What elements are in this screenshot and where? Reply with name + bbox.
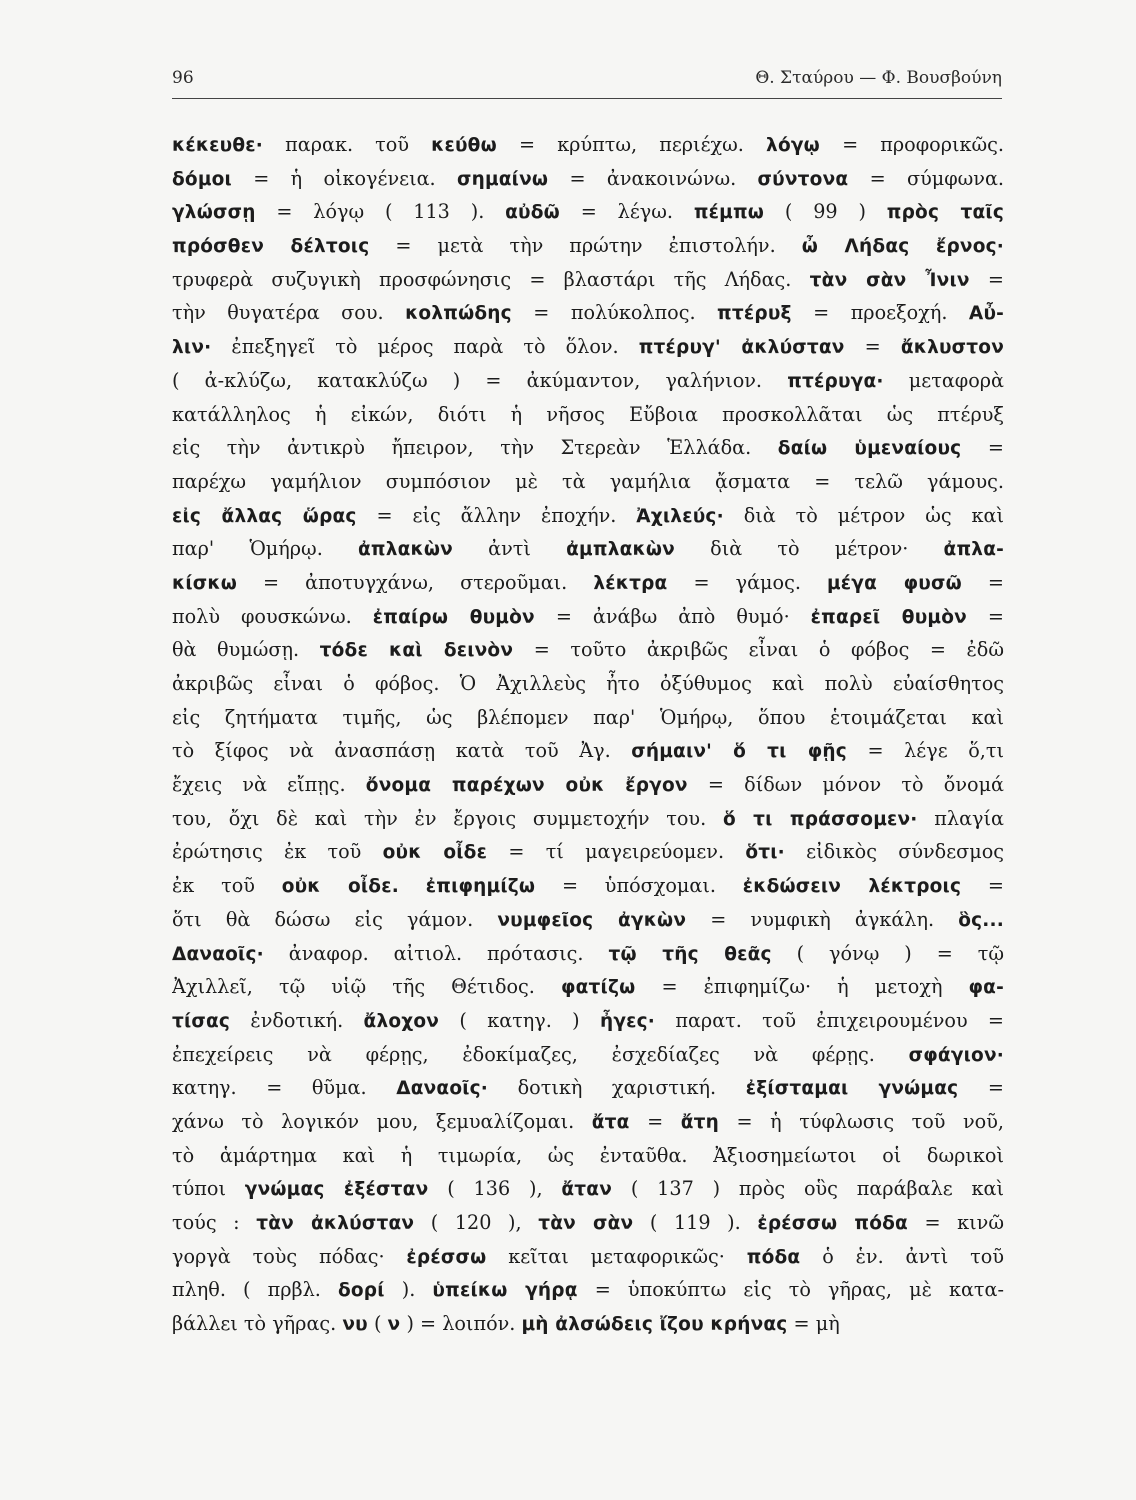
lemma: οὐκ οἶδε.	[281, 876, 399, 898]
lemma: δαίω ὑμεναίους	[777, 438, 962, 460]
gloss: βάλλει τὸ γῆρας.	[172, 1312, 343, 1336]
lemma: ἄκλυστον	[900, 337, 1004, 359]
lemma: αὐδῶ	[505, 202, 560, 224]
gloss: πλαγία	[917, 806, 1004, 830]
lemma: πόδα	[746, 1246, 801, 1268]
lemma: φατίζω	[560, 977, 636, 999]
lemma: νυμφεῖος ἀγκὼν	[497, 909, 687, 931]
text-line	[172, 600, 1004, 634]
gloss: = μὴ	[787, 1312, 840, 1336]
text-line	[172, 398, 1004, 432]
gloss: =	[969, 267, 1004, 291]
lemma: φα-	[968, 977, 1004, 999]
gloss: ἐπεχείρεις νὰ φέρῃς, ἐδοκίμαζες, ἐσχεδίαζες νὰ φέρῃς.	[172, 1042, 909, 1066]
lemma: ἐκδώσειν λέκτροις	[742, 876, 962, 898]
lemma: κεύθω	[431, 135, 497, 156]
gloss: παρέχω γαμήλιον συμπόσιον μὲ τὰ γαμήλια ᾄσματα = τελῶ γάμους.	[172, 469, 1004, 493]
lemma: κίσκω	[172, 572, 237, 594]
lemma: πέμπω	[693, 202, 765, 224]
text-line	[172, 1273, 1004, 1307]
text-line	[172, 1240, 1004, 1274]
lemma: μέγα φυσῶ	[826, 572, 962, 594]
gloss: =	[961, 436, 1004, 460]
gloss: = ἀνάβω ἀπὸ θυμό·	[534, 604, 811, 628]
gloss: παρατ. τοῦ ἐπιχειρουμένου =	[655, 1008, 1004, 1032]
lemma: ἐρέσσω	[406, 1246, 487, 1268]
gloss: του, ὄχι δὲ καὶ τὴν ἐν ἔργοις συμμετοχήν του.	[172, 806, 723, 830]
gloss: = κρύπτω, περιέχω.	[496, 133, 767, 156]
gloss: =	[961, 570, 1004, 594]
gloss: γοργὰ τοὺς πόδας·	[172, 1244, 407, 1268]
gloss: διὰ τὸ μέτρον ὡς καὶ	[723, 503, 1004, 527]
lemma: ἐπαρεῖ θυμὸν	[810, 606, 967, 628]
lemma: ἄλοχον	[363, 1010, 440, 1032]
lemma: ἄταν	[561, 1179, 613, 1201]
gloss: ἀντὶ	[452, 537, 567, 561]
gloss: (	[367, 1312, 388, 1336]
text-line	[172, 937, 1004, 971]
gloss: τὸ ἁμάρτημα καὶ ἡ τιμωρία, ὡς ἐνταῦθα. Ἀξιοσημείωτοι οἱ δωρικοὶ	[172, 1143, 1004, 1167]
lemma: κολπώδης	[405, 303, 512, 325]
gloss: εἰς ζητήματα τιμῆς, ὡς βλέπομεν παρ' Ὁμήρῳ, ὅπου ἑτοιμάζεται καὶ	[172, 705, 1004, 729]
lemma: ὑπείκω γήρᾳ	[432, 1280, 578, 1302]
gloss: = μετὰ τὴν πρώτην ἐπιστολήν.	[369, 234, 802, 258]
gloss: = ἐπιφημίζω· ἡ μετοχὴ	[635, 975, 969, 999]
text-line	[172, 701, 1004, 735]
lemma: ἄτα	[591, 1111, 630, 1133]
text-line	[172, 1038, 1004, 1072]
text-line	[172, 1206, 1004, 1240]
gloss: πολὺ φουσκώνω.	[172, 604, 373, 628]
lemma: ἀμπλακὼν	[566, 539, 675, 561]
gloss: ( 119 ).	[633, 1211, 758, 1234]
lemma: Αὖ-	[968, 303, 1004, 325]
gloss: = πολύκολπος.	[511, 301, 718, 325]
gloss: ( ἀ-κλύζω, κατακλύζω ) = ἀκύμαντον, γαλήνιον.	[172, 368, 788, 392]
lemma: νυ	[342, 1314, 368, 1336]
lemma: τὰν σὰν Ἶνιν	[809, 269, 970, 291]
lemma: λόγῳ	[766, 135, 820, 156]
gloss: ὁ ἑν. ἀντὶ τοῦ	[800, 1244, 1004, 1268]
gloss: ἔχεις νὰ εἴπῃς.	[172, 773, 366, 797]
text-line	[172, 566, 1004, 600]
gloss: ὅτι θὰ δώσω εἰς γάμον.	[172, 907, 498, 931]
lemma: Ἀχιλεύς·	[636, 505, 724, 527]
lemma: ἄτη	[680, 1111, 720, 1133]
gloss: = λέγω.	[559, 200, 694, 224]
header-rule	[172, 98, 1002, 99]
text-line	[172, 1307, 1004, 1341]
text-line	[172, 903, 1004, 937]
gloss: ἐκ τοῦ	[172, 874, 282, 898]
gloss: θὰ θυμώσῃ.	[172, 638, 320, 662]
lemma: ἐπιφημίζω	[425, 876, 536, 898]
text-line	[172, 802, 1004, 836]
lemma: ἐρέσσω πόδα	[757, 1213, 908, 1234]
lemma: σήμαιν' ὅ τι φῇς	[631, 741, 847, 763]
commentary-text	[172, 128, 1004, 1341]
gloss: = προφορικῶς.	[819, 133, 1004, 156]
lemma: ὦ Λήδας ἔρνος·	[801, 236, 1004, 258]
gloss: πληθ. ( πρβλ.	[172, 1278, 338, 1302]
gloss: τούς :	[172, 1211, 257, 1234]
lemma: σημαίνω	[456, 168, 549, 190]
gloss: ( κατηγ. )	[439, 1008, 600, 1032]
lemma: σύντονα	[757, 168, 849, 190]
lemma: μὴ ἀλσώδεις ἴζου κρήνας	[521, 1314, 788, 1336]
gloss: = ὑποκύπτω εἰς τὸ γῆρας, μὲ κατα-	[577, 1278, 1004, 1302]
text-line	[172, 296, 1004, 330]
gloss: =	[629, 1109, 681, 1133]
lemma: Δαναοῖς·	[172, 943, 264, 965]
lemma: δορί	[337, 1280, 385, 1302]
gloss: Ἀχιλλεῖ, τῷ υἱῷ τῆς Θέτιδος.	[172, 975, 561, 999]
gloss: μεταφορὰ	[883, 368, 1004, 392]
lemma: τόδε καὶ δεινὸν	[319, 640, 514, 662]
lemma: οὐκ οἶδε	[382, 842, 488, 864]
lemma: ὃς...	[958, 909, 1004, 931]
text-line	[172, 1105, 1004, 1139]
lemma: ἦγες·	[599, 1010, 656, 1032]
text-line	[172, 128, 1004, 162]
running-header	[172, 68, 1002, 98]
gloss: = προεξοχή.	[791, 301, 969, 325]
lemma: σφάγιον·	[908, 1044, 1004, 1066]
text-line	[172, 499, 1004, 533]
lemma: τῷ τῆς θεᾶς	[608, 943, 772, 965]
gloss: =	[961, 874, 1004, 898]
gloss: = ἀποτυγχάνω, στεροῦμαι.	[236, 570, 594, 594]
gloss: διὰ τὸ μέτρον·	[674, 537, 944, 561]
lemma: δόμοι	[172, 168, 232, 190]
page-number: 96	[172, 68, 194, 88]
gloss: ἀναφορ. αἰτιολ. πρότασις.	[263, 941, 609, 965]
gloss: τύποι	[172, 1177, 245, 1201]
gloss: εἰς τὴν ἀντικρὺ ἤπειρον, τὴν Στερεὰν Ἑλλάδα.	[172, 436, 778, 460]
text-line	[172, 768, 1004, 802]
lemma: πτέρυγ' ἀκλύσταν	[638, 337, 845, 359]
gloss: ( 99 )	[764, 200, 887, 224]
text-line	[172, 970, 1004, 1004]
lemma: γλώσσῃ	[172, 202, 256, 224]
lemma: ν	[387, 1314, 401, 1336]
lemma: λιν·	[172, 337, 212, 359]
lemma: τὰν σὰν	[538, 1213, 634, 1234]
gloss: =	[958, 1076, 1004, 1100]
gloss: ἐρώτησις ἐκ τοῦ	[172, 840, 383, 864]
lemma: ὅτι·	[745, 842, 785, 864]
gloss: = δίδων μόνον τὸ ὄνομά	[687, 773, 1004, 797]
gloss: ( 137 ) πρὸς οὓς παράβαλε καὶ	[612, 1177, 1004, 1201]
text-line	[172, 1172, 1004, 1206]
text-line	[172, 835, 1004, 869]
text-line	[172, 162, 1004, 196]
gloss: ἐπεξηγεῖ τὸ μέρος παρὰ τὸ ὅλον.	[211, 335, 639, 359]
gloss: ).	[384, 1278, 433, 1302]
gloss: = ἡ τύφλωσις τοῦ νοῦ,	[719, 1109, 1004, 1133]
gloss: ( γόνῳ ) = τῷ	[771, 941, 1004, 965]
text-line	[172, 330, 1004, 364]
gloss: παρακ. τοῦ	[263, 133, 432, 156]
lemma: ἐξίσταμαι γνώμας	[745, 1078, 959, 1100]
text-line	[172, 1139, 1004, 1173]
gloss: = τοῦτο ἀκριβῶς εἶναι ὁ φόβος = ἐδῶ	[513, 638, 1004, 662]
lemma: πτέρυγα·	[787, 370, 884, 392]
gloss: ) = λοιπόν.	[400, 1312, 522, 1336]
gloss: = γάμος.	[667, 570, 827, 594]
gloss: τὴν θυγατέρα σου.	[172, 301, 406, 325]
lemma: λέκτρα	[593, 572, 668, 594]
gloss: ( 136 ),	[428, 1177, 562, 1201]
text-line	[172, 263, 1004, 297]
lemma: ὄνομα παρέχων οὐκ ἔργον	[365, 775, 688, 797]
lemma: πτέρυξ	[717, 303, 792, 325]
text-line	[172, 633, 1004, 667]
text-line	[172, 195, 1004, 229]
text-line	[172, 364, 1004, 398]
text-line	[172, 431, 1004, 465]
text-line	[172, 734, 1004, 768]
gloss: = νυμφικὴ ἀγκάλη.	[686, 907, 959, 931]
text-line	[172, 229, 1004, 263]
gloss: τὸ ξίφος νὰ ἀνασπάσῃ κατὰ τοῦ Ἀγ.	[172, 739, 632, 763]
lemma: ὅ τι πράσσομεν·	[722, 808, 918, 830]
text-line	[172, 667, 1004, 701]
gloss	[399, 874, 426, 897]
lemma: τίσας	[172, 1010, 231, 1032]
text-line	[172, 869, 1004, 903]
gloss: = ὑπόσχομαι.	[535, 874, 743, 898]
gloss: = κινῶ	[907, 1211, 1004, 1234]
lemma: πρὸς ταῖς	[886, 202, 1004, 224]
lemma: ἀπλακὼν	[358, 539, 453, 561]
gloss: παρ' Ὁμήρῳ.	[172, 537, 358, 561]
gloss: κατάλληλος ἡ εἰκών, διότι ἡ νῆσος Εὔβοια προσκολλᾶται ὡς πτέρυξ	[172, 402, 1004, 426]
gloss: χάνω τὸ λογικόν μου, ξεμυαλίζομαι.	[172, 1109, 592, 1133]
text-line	[172, 532, 1004, 566]
gloss: κατηγ. = θῦμα.	[172, 1076, 397, 1100]
gloss: = ἡ οἰκογένεια.	[231, 166, 457, 190]
text-line	[172, 1071, 1004, 1105]
gloss: = λέγε ὅ,τι	[846, 739, 1004, 763]
gloss: = τί μαγειρεύομεν.	[487, 840, 746, 864]
text-line	[172, 465, 1004, 499]
lemma: τὰν ἀκλύσταν	[256, 1213, 415, 1234]
gloss: κεῖται μεταφορικῶς·	[486, 1244, 747, 1268]
gloss: = εἰς ἄλλην ἐποχήν.	[356, 503, 637, 527]
lemma: πρόσθεν δέλτοις	[172, 236, 370, 258]
gloss: =	[844, 335, 901, 359]
lemma: κέκευθε·	[172, 135, 264, 156]
text-line	[172, 1004, 1004, 1038]
gloss: ἐνδοτική.	[230, 1008, 364, 1032]
gloss: τρυφερὰ συζυγικὴ προσφώνησις = βλαστάρι τῆς Λήδας.	[172, 267, 810, 291]
lemma: ἀπλα-	[943, 539, 1004, 561]
lemma: γνώμας ἐξέσταν	[244, 1179, 429, 1201]
gloss: =	[966, 604, 1004, 628]
gloss: δοτικὴ χαριστική.	[488, 1076, 746, 1100]
lemma: εἰς ἄλλας ὥρας	[172, 505, 357, 527]
gloss: ( 120 ),	[414, 1211, 539, 1234]
gloss: = λόγῳ ( 113 ).	[255, 200, 506, 224]
gloss: εἰδικὸς σύνδεσμος	[784, 840, 1004, 864]
gloss: = ἀνακοινώνω.	[548, 166, 758, 190]
gloss: ἀκριβῶς εἶναι ὁ φόβος. Ὁ Ἀχιλλεὺς ἦτο ὀξύθυμος καὶ πολὺ εὐαίσθητος	[172, 672, 1004, 695]
gloss: = σύμφωνα.	[848, 166, 1004, 190]
running-title: Θ. Σταύρου — Φ. Βουσβούνη	[755, 68, 1002, 88]
lemma: ἐπαίρω θυμὸν	[372, 606, 535, 628]
lemma: Δαναοῖς·	[396, 1078, 489, 1100]
